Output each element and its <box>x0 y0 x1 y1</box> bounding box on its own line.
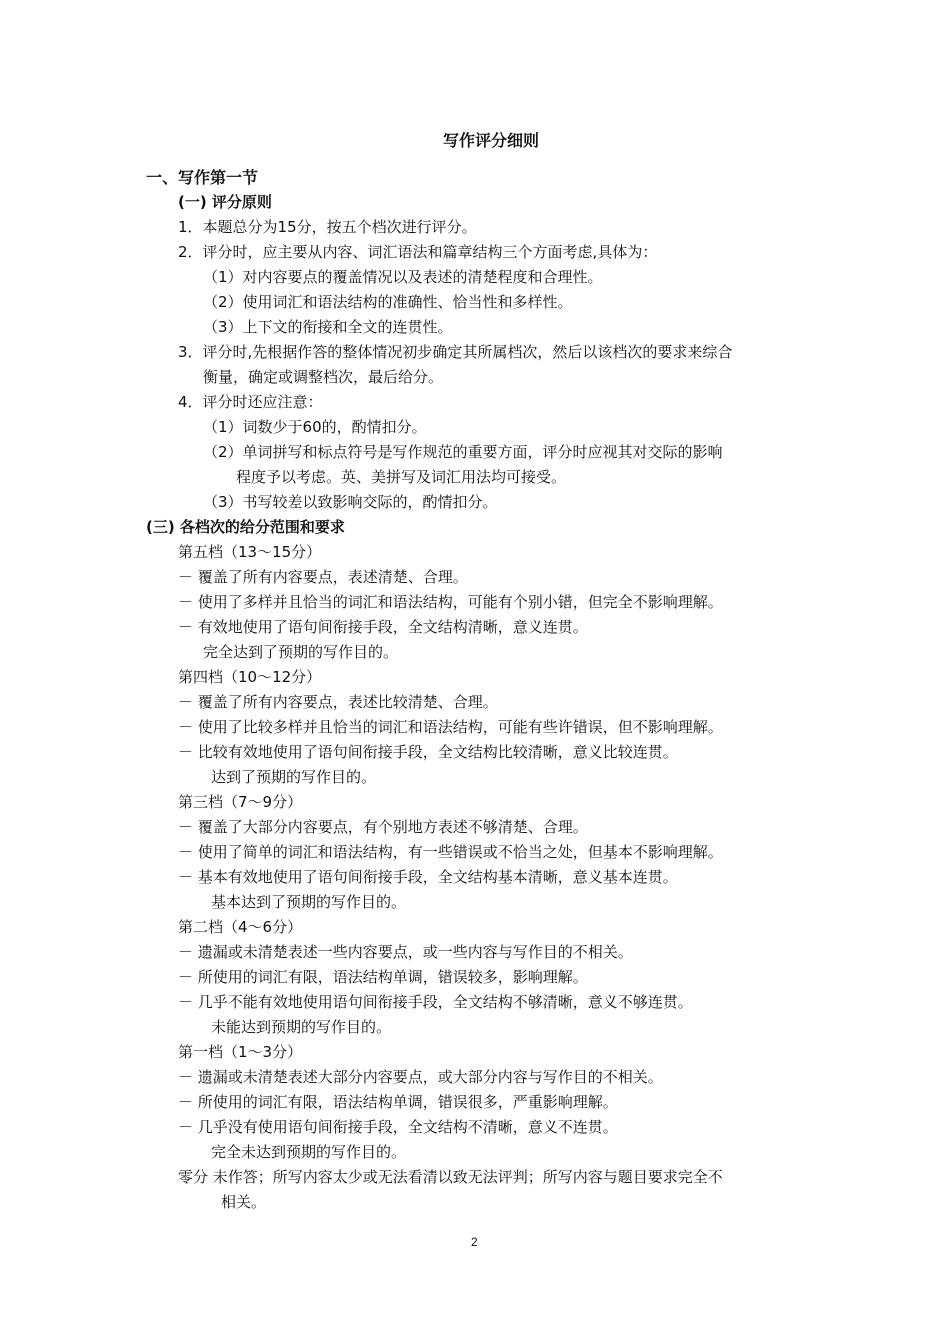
level-bullet: － 覆盖了所有内容要点，表述清楚、合理。 <box>178 568 468 586</box>
level-summary: 达到了预期的写作目的。 <box>211 768 377 786</box>
document-title: 写作评分细则 <box>443 131 540 150</box>
level-bullet: － 使用了多样并且恰当的词汇和语法结构，可能有个别小错，但完全不影响理解。 <box>178 593 723 611</box>
principle-subitem: （3）上下文的衔接和全文的连贯性。 <box>203 318 453 336</box>
level-summary: 未能达到预期的写作目的。 <box>211 1018 392 1036</box>
level-zero-continuation: 相关。 <box>221 1193 267 1211</box>
principle-item: 3．评分时,先根据作答的整体情况初步确定其所属档次，然后以该档次的要求来综合 <box>178 343 733 361</box>
level-summary: 完全未达到预期的写作目的。 <box>211 1143 407 1161</box>
principle-item: 1．本题总分为15分，按五个档次进行评分。 <box>178 218 477 236</box>
principle-subitem: （3）书写较差以致影响交际的，酌情扣分。 <box>203 493 498 511</box>
level-bullet: － 覆盖了所有内容要点，表述比较清楚、合理。 <box>178 693 498 711</box>
principle-subitem-continuation: 程度予以考虑。英、美拼写及词汇用法均可接受。 <box>236 468 567 486</box>
level-label: 第四档（10～12分） <box>178 668 322 686</box>
level-bullet: － 有效地使用了语句间衔接手段，全文结构清晰，意义连贯。 <box>178 618 588 636</box>
principle-item-continuation: 衡量，确定或调整档次，最后给分。 <box>203 368 444 386</box>
level-label: 第二档（4～6分） <box>178 918 303 936</box>
level-zero: 零分 未作答；所写内容太少或无法看清以致无法评判；所写内容与题目要求完全不 <box>178 1168 723 1186</box>
level-label: 第三档（7～9分） <box>178 793 303 811</box>
level-bullet: － 使用了简单的词汇和语法结构，有一些错误或不恰当之处，但基本不影响理解。 <box>178 843 723 861</box>
level-bullet: － 比较有效地使用了语句间衔接手段，全文结构比较清晰，意义比较连贯。 <box>178 743 678 761</box>
level-label: 第一档（1～3分） <box>178 1043 303 1061</box>
subsection-heading-principles: (一) 评分原则 <box>178 193 272 211</box>
level-summary: 基本达到了预期的写作目的。 <box>211 893 407 911</box>
principle-subitem: （2）单词拼写和标点符号是写作规范的重要方面，评分时应视其对交际的影响 <box>203 443 723 461</box>
principle-item: 4．评分时还应注意： <box>178 393 323 411</box>
level-bullet: － 几乎不能有效地使用语句间衔接手段，全文结构不够清晰，意义不够连贯。 <box>178 993 693 1011</box>
principle-subitem: （2）使用词汇和语法结构的准确性、恰当性和多样性。 <box>203 293 573 311</box>
level-bullet: － 几乎没有使用语句间衔接手段，全文结构不清晰，意义不连贯。 <box>178 1118 618 1136</box>
principle-item: 2．评分时，应主要从内容、词汇语法和篇章结构三个方面考虑,具体为： <box>178 243 658 261</box>
level-bullet: － 基本有效地使用了语句间衔接手段，全文结构基本清晰，意义基本连贯。 <box>178 868 678 886</box>
level-bullet: － 使用了比较多样并且恰当的词汇和语法结构，可能有些许错误，但不影响理解。 <box>178 718 723 736</box>
level-summary: 完全达到了预期的写作目的。 <box>203 643 399 661</box>
section-heading: 一、写作第一节 <box>146 168 259 187</box>
principle-subitem: （1）对内容要点的覆盖情况以及表述的清楚程度和合理性。 <box>203 268 603 286</box>
page-number: 2 <box>471 1235 478 1249</box>
level-bullet: － 所使用的词汇有限，语法结构单调，错误很多，严重影响理解。 <box>178 1093 618 1111</box>
level-bullet: － 遗漏或未清楚表述一些内容要点，或一些内容与写作目的不相关。 <box>178 943 633 961</box>
level-bullet: － 覆盖了大部分内容要点，有个别地方表述不够清楚、合理。 <box>178 818 588 836</box>
subsection-heading-levels: (三) 各档次的给分范围和要求 <box>146 518 345 536</box>
level-bullet: － 遗漏或未清楚表述大部分内容要点，或大部分内容与写作目的不相关。 <box>178 1068 663 1086</box>
level-bullet: － 所使用的词汇有限，语法结构单调，错误较多，影响理解。 <box>178 968 588 986</box>
level-label: 第五档（13～15分） <box>178 543 322 561</box>
principle-subitem: （1）词数少于60的，酌情扣分。 <box>203 418 427 436</box>
